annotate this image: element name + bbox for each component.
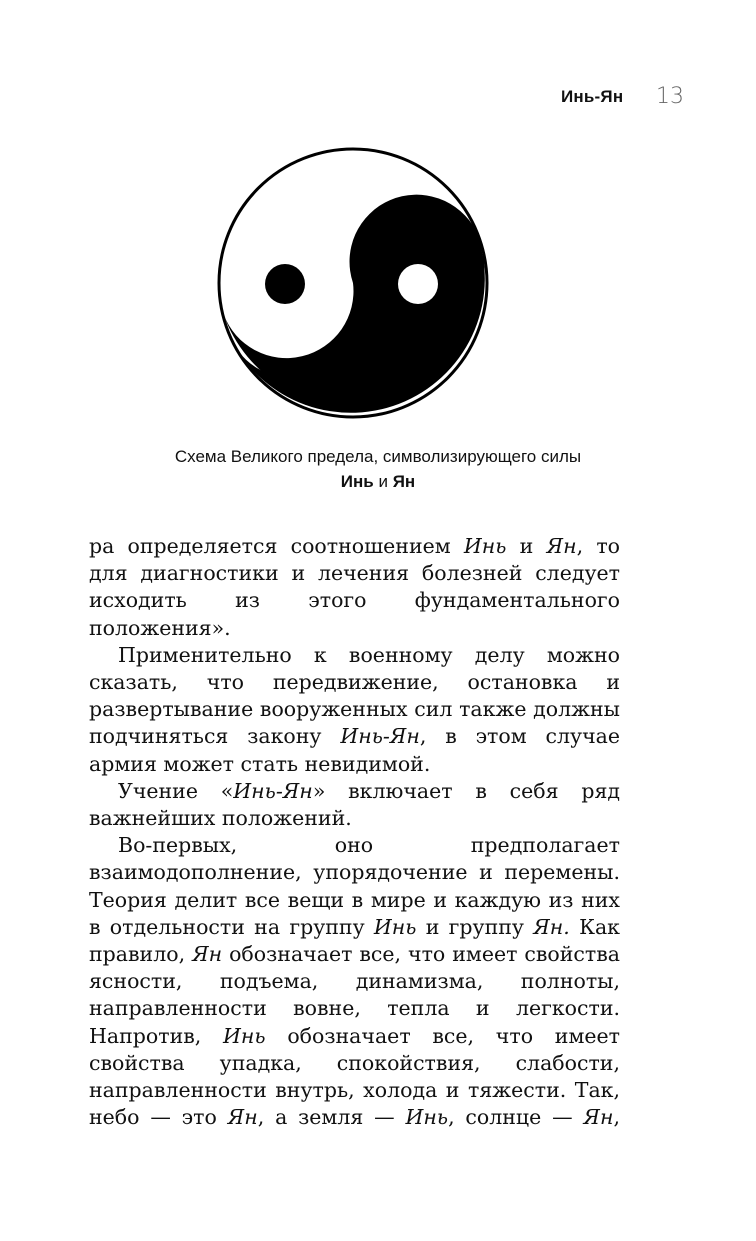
italic-term: Инь-Ян [340,724,420,749]
caption-and: и [378,472,388,491]
text-run: , солнце — [448,1105,584,1130]
yin-yang-dark-dot [265,264,305,304]
figure-caption [90,444,666,494]
paragraph-2 [89,642,620,778]
caption-line-1: Схема Великого предела, символизирующего силы [174,447,582,466]
italic-term: Ян [583,1105,614,1130]
caption-yin: Инь [340,472,374,491]
text-run: ра определяется соотношением [89,534,464,558]
page-number: 13 [656,84,684,109]
text-run: и [506,534,547,558]
italic-term: Ян [227,1105,258,1130]
paragraph-1 [89,533,620,642]
paragraph-3 [89,778,620,832]
yin-yang-light-dot [398,264,438,304]
caption-yang: Ян [392,472,416,491]
italic-term: Инь [463,534,507,558]
italic-term: Инь [373,914,417,939]
text-run: обозначает все, что имеет свойства ясности, подъема, динамизма, полноты, направленности вовне, тепла и легкости. Напротив, [89,942,620,1048]
yin-yang-symbol-icon [217,147,489,419]
italic-term: Ян [192,942,223,967]
text-run: , [613,1105,620,1130]
text-run: обозначает все, что имеет свойства упадка, спокойствия, слабости, направленности внутрь, холода и тяжести. Так, небо — это [89,1023,620,1130]
text-run: » включает в себя ряд важнейших положений. [89,778,620,831]
text-run: , а земля — [257,1105,406,1130]
italic-term: Инь [405,1105,449,1130]
italic-term: Инь-Ян [233,778,313,803]
text-run: Учение « [118,778,234,803]
caption-line-2 [90,469,666,494]
body-text [89,533,620,1131]
italic-term: Ян. [533,914,570,939]
italic-term: Ян [546,534,577,558]
paragraph-4 [89,832,620,1131]
text-run: и группу [416,914,534,939]
text-run: Применительно к военному делу можно сказать, что передвижение, остановка и развертывание вооруженных сил также должны подчиняться закону [89,642,620,749]
text-run: , в этом случае армия может стать невидимой. [89,724,620,776]
running-header-title: Инь-Ян [561,87,624,106]
text-run: Как правило, [89,914,620,967]
italic-term: Инь [223,1023,266,1048]
text-run: Во-первых, оно предполагает взаимодополнение, упорядочение и перемены. Теория делит все вещи в мире и каждую из них в отдельности на группу [89,833,620,939]
text-run: , то для диагностики и лечения болезней следует исходить из этого фундаментального положения». [89,534,621,640]
